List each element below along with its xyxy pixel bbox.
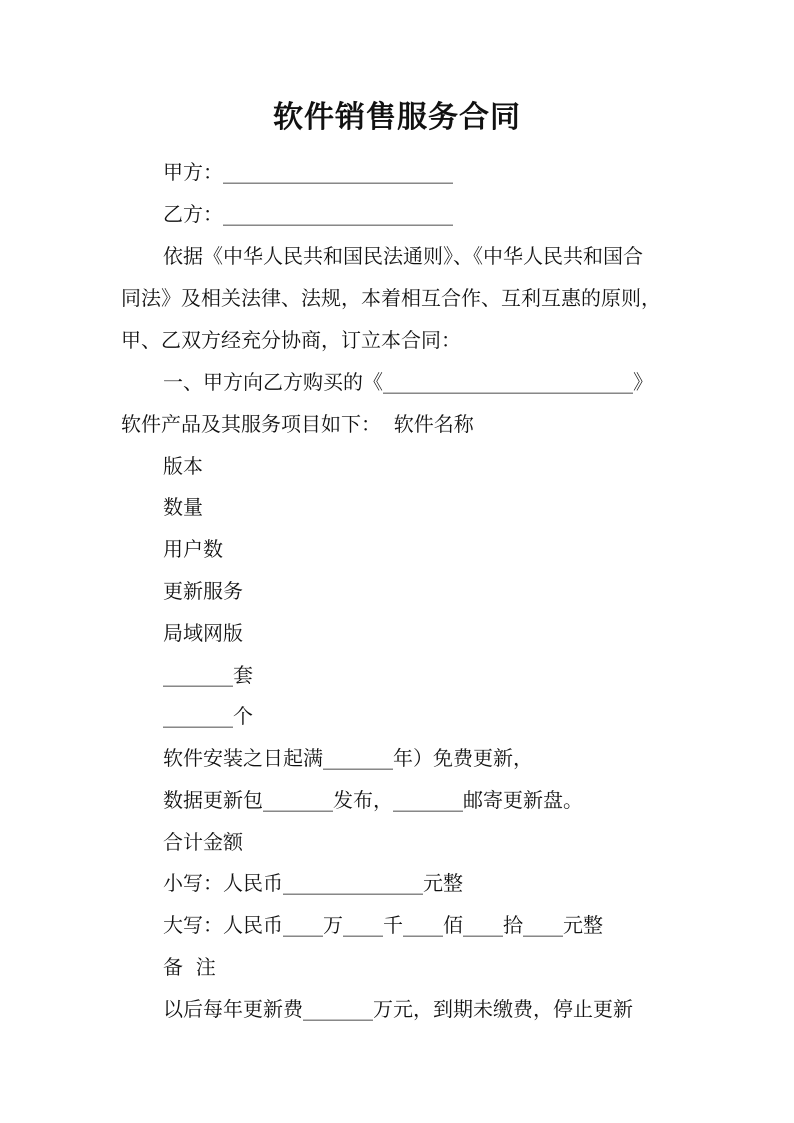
clause-1-line-2: 软件产品及其服务项目如下： 软件名称 [121, 412, 474, 436]
item-units-blank: _______个 [163, 704, 253, 728]
item-free-update: 软件安装之日起满_______年）免费更新， [163, 746, 533, 770]
party-b-line: 乙方：_______________________ [163, 202, 453, 226]
item-sets-blank: _______套 [163, 663, 253, 687]
preamble-line-2: 同法》及相关法律、法规，本着相互合作、互利互惠的原则， [121, 286, 661, 310]
item-version: 版本 [163, 454, 203, 478]
preamble-line-3: 甲、乙双方经充分协商，订立本合同： [121, 328, 461, 352]
item-quantity: 数量 [163, 495, 203, 519]
amount-in-words: 大写：人民币____万____千____佰____拾____元整 [163, 913, 603, 937]
item-lan-edition: 局域网版 [163, 621, 243, 645]
remarks-label: 备 注 [163, 955, 216, 979]
item-total-amount: 合计金额 [163, 830, 243, 854]
amount-in-figures: 小写：人民币______________元整 [163, 871, 463, 895]
item-data-update: 数据更新包_______发布，_______邮寄更新盘。 [163, 788, 583, 812]
preamble-line-1: 依据《中华人民共和国民法通则》、《中华人民共和国合 [163, 244, 643, 268]
party-a-line: 甲方：_______________________ [163, 160, 453, 184]
item-user-count: 用户数 [163, 537, 223, 561]
item-update-service: 更新服务 [163, 579, 243, 603]
clause-1-line-1: 一、甲方向乙方购买的《_________________________》 [163, 370, 653, 394]
document-title: 软件销售服务合同 [273, 100, 521, 135]
remarks-annual-fee: 以后每年更新费_______万元，到期未缴费，停止更新 [163, 997, 633, 1021]
